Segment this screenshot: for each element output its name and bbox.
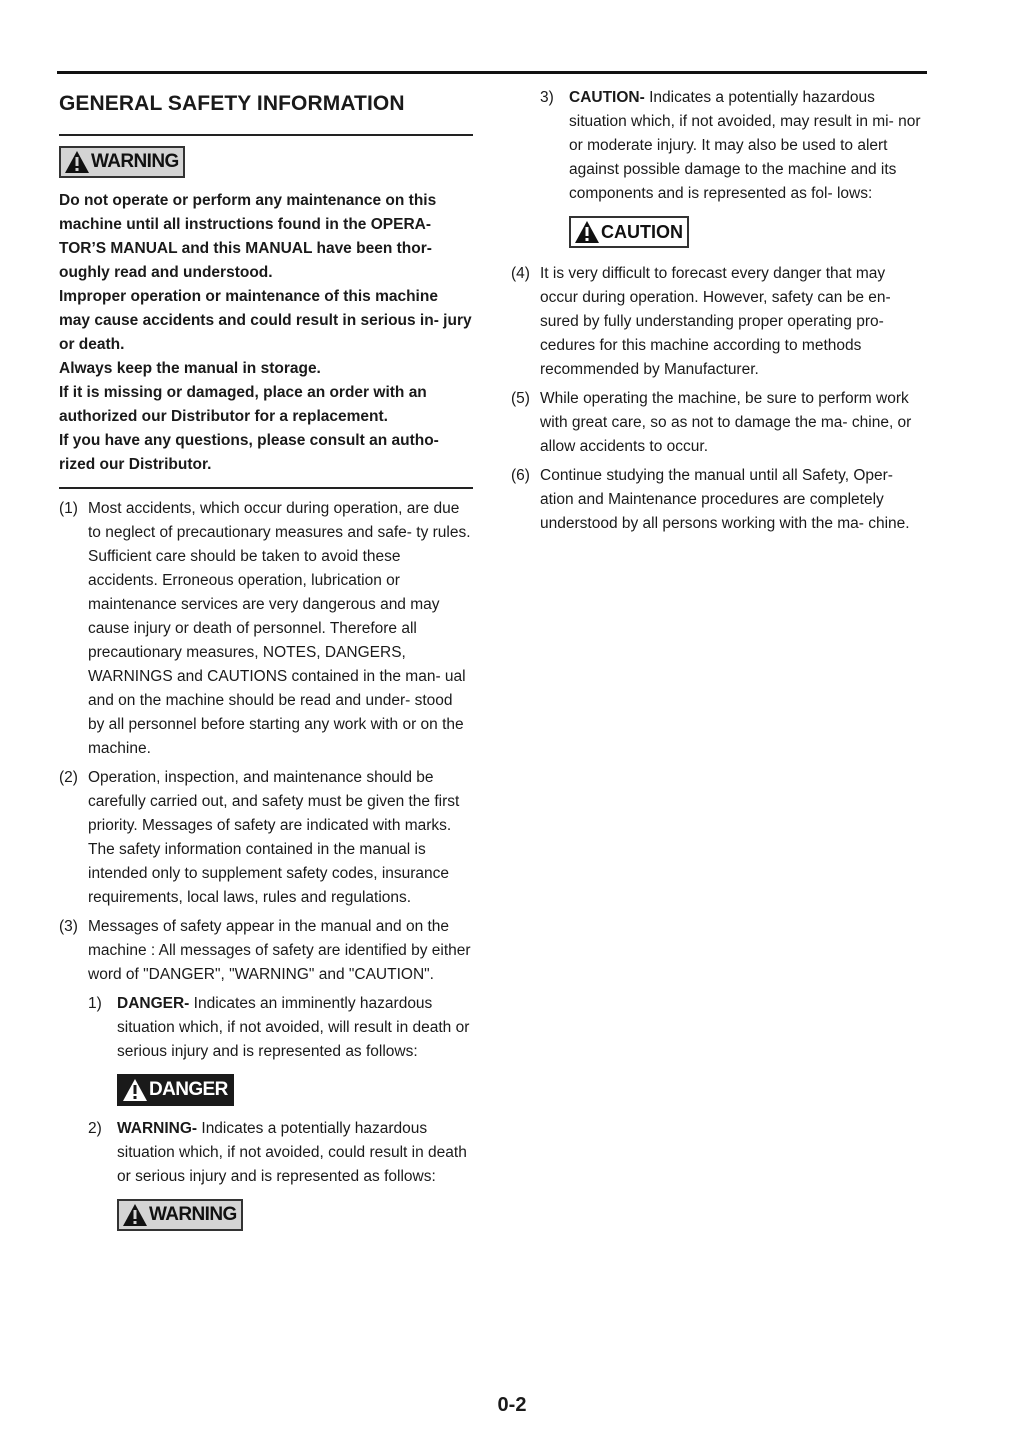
sub-item-warning (88, 1117, 473, 1189)
left-column (59, 84, 473, 1242)
numbered-list-right (511, 262, 927, 536)
warning-triangle-icon (122, 1203, 148, 1227)
list-item (511, 464, 927, 536)
list-item (59, 915, 473, 987)
warning-banner-label: WARNING (149, 1204, 237, 1225)
page-number: 0-2 (497, 1394, 527, 1416)
warning-banner-label: WARNING (91, 151, 179, 172)
warning-divider (59, 487, 473, 489)
list-item-number: (6) (511, 467, 530, 484)
sub-item-danger (88, 992, 473, 1064)
warning-paragraph: If it is missing or damaged, place an order with an authorized our Distributor for a replacement. (59, 384, 427, 425)
list-item-number: (2) (59, 769, 78, 786)
warning-paragraph: Do not operate or perform any maintenance on this machine until all instructions found in the OPERA- TOR’S MANUAL and this MANUAL have been thor- oughly read and understood. (59, 192, 437, 281)
danger-banner (117, 1074, 234, 1106)
list-item-number: (4) (511, 265, 530, 282)
warning-banner (59, 146, 185, 178)
list-item-text: It is very difficult to forecast every danger that may occur during operation. However, safety can be en- sured by fully understanding proper operating pro- cedures for this machine according to methods recommended by Manufacturer. (540, 265, 891, 378)
warning-paragraph: Always keep the manual in storage. (59, 360, 321, 377)
danger-triangle-icon (122, 1078, 148, 1102)
list-item (511, 387, 927, 459)
sub-item-number: 1) (88, 995, 102, 1012)
danger-banner-label: DANGER (149, 1079, 228, 1100)
warning-banner-small (117, 1199, 243, 1231)
sub-item-number: 3) (540, 89, 554, 106)
list-item-text: Continue studying the manual until all Safety, Oper- ation and Maintenance procedures are completely understood by all persons working with the ma- chine. (540, 467, 910, 532)
warning-paragraph: If you have any questions, please consult an autho- rized our Distributor. (59, 432, 439, 473)
list-item-text: Most accidents, which occur during operation, are due to neglect of precautionary measures and safe- ty rules. Sufficient care should be taken to avoid these accidents. Erroneous operation, lubrication or maintenance services are very dangerous and may cause injury or death of personnel. Therefore all precautionary measures, NOTES, DANGERS, WARNINGS and CAUTIONS contained in the man- ual and on the machine should be read and under- stood by all personnel before starting any work with or on the machine. (88, 500, 471, 757)
list-item-text: Messages of safety appear in the manual and on the machine : All messages of safety are identified by either word of "DANGER", "WARNING" and "CAUTION". (88, 918, 471, 983)
numbered-list-left (59, 497, 473, 1232)
sub-item-lead: DANGER- (117, 995, 190, 1012)
sub-item-number: 2) (88, 1120, 102, 1137)
sub-item-text: Indicates a potentially hazardous situation which, if not avoided, may result in mi- nor or moderate injury. It may also be used to alert against possible damage to the machine and its components and is represented as fol- lows: (569, 89, 921, 202)
sub-item-lead: WARNING- (117, 1120, 198, 1137)
warning-triangle-icon (64, 150, 90, 174)
list-item-number: (3) (59, 918, 78, 935)
title-divider (59, 134, 473, 136)
list-item-text: Operation, inspection, and maintenance should be carefully carried out, and safety must be given the first priority. Messages of safety are indicated with marks. The safety information contained in the manual is intended only to supplement safety codes, insurance requirements, local laws, rules and regulations. (88, 769, 460, 906)
list-item (511, 262, 927, 382)
caution-triangle-icon (574, 220, 600, 244)
list-item (59, 766, 473, 910)
caution-banner-label: CAUTION (601, 221, 683, 242)
right-column (511, 84, 927, 536)
list-item (59, 497, 473, 761)
warning-text (59, 189, 473, 477)
warning-paragraph: Improper operation or maintenance of this machine may cause accidents and could result in serious in- jury or death. (59, 288, 472, 353)
top-rule (57, 71, 927, 74)
sub-item-lead: CAUTION- (569, 89, 645, 106)
sub-item-caution (540, 86, 927, 206)
list-item-number: (5) (511, 390, 530, 407)
list-item-text: While operating the machine, be sure to perform work with great care, so as not to damage the ma- chine, or allow accidents to occur. (540, 390, 912, 455)
sub-item-text: Indicates a potentially hazardous situation which, if not avoided, could result in death or serious injury and is represented as follows: (117, 1120, 467, 1185)
caution-banner (569, 216, 689, 248)
list-item-number: (1) (59, 500, 78, 517)
sub-item-text: Indicates an imminently hazardous situation which, if not avoided, will result in death or serious injury and is represented as follows: (117, 995, 470, 1060)
page-title: GENERAL SAFETY INFORMATION (59, 92, 405, 115)
